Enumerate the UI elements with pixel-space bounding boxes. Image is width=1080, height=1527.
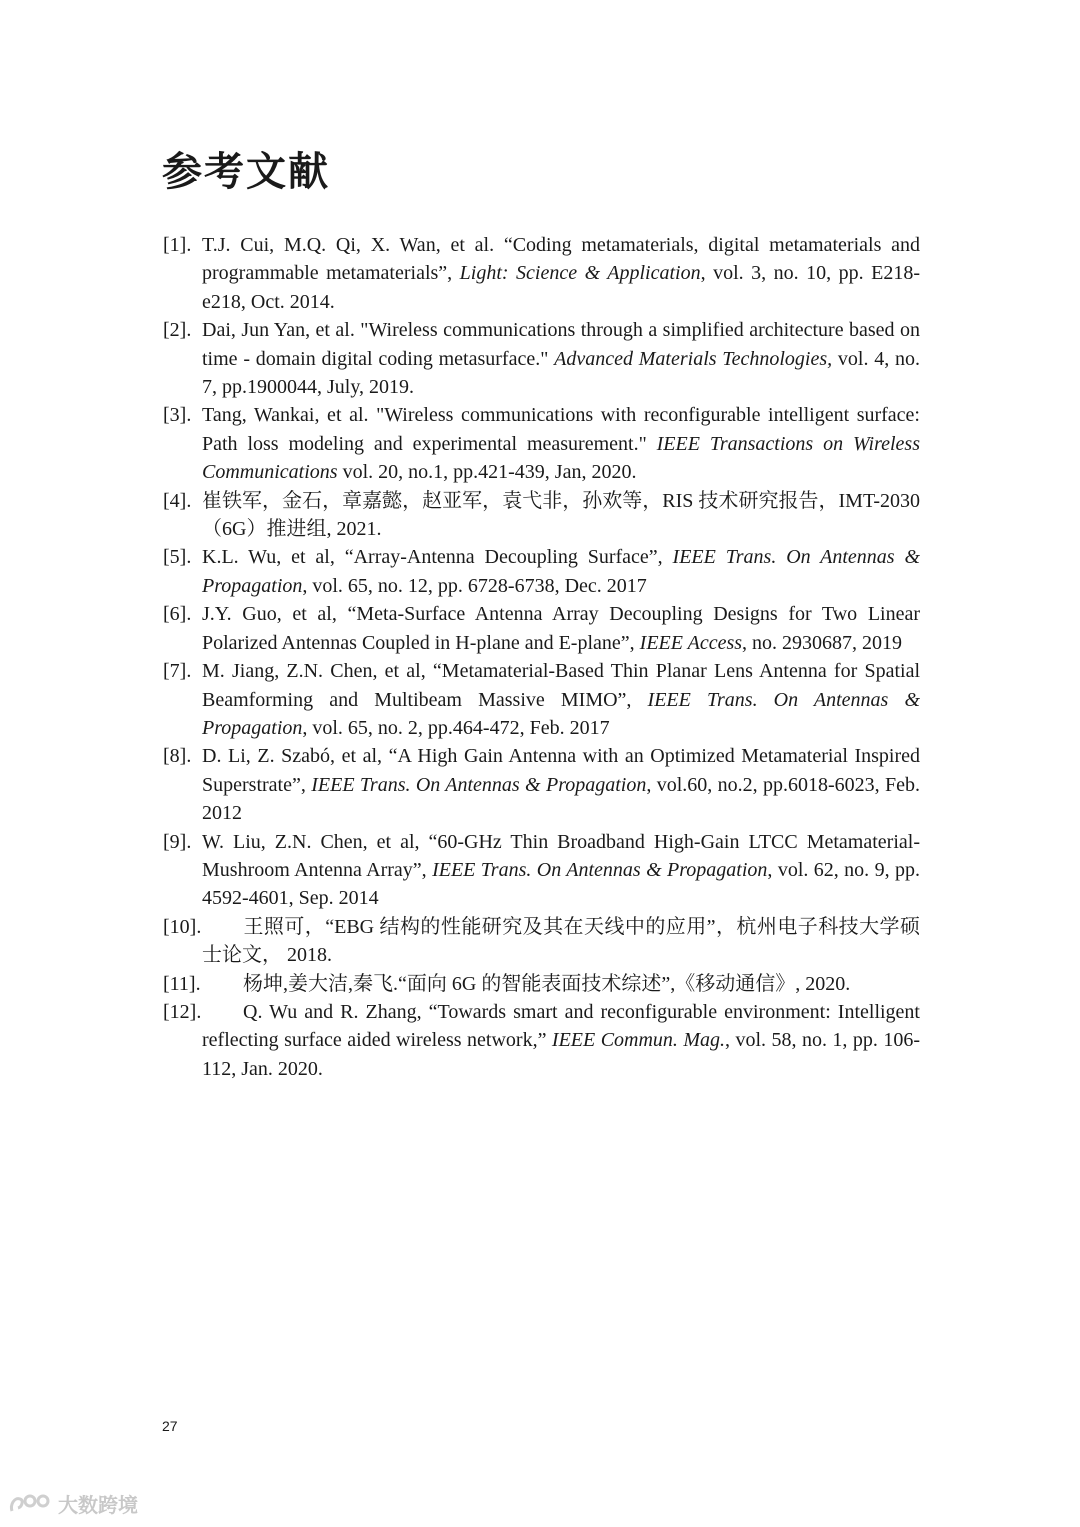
reference-text: , vol. 65, no. 2, pp.464-472, Feb. 2017 (302, 716, 610, 739)
reference-text: K.L. Wu, et al, “Array-Antenna Decoupling Surface”, (202, 546, 673, 569)
reference-item (163, 401, 920, 486)
reference-journal: IEEE Trans. On Antennas & Propagation (202, 688, 921, 739)
watermark (8, 1489, 138, 1518)
reference-item (163, 600, 920, 657)
page-number: 27 (162, 1418, 178, 1434)
reference-text: vol. 4, no. 7, pp.1900044, July, 2019. (202, 347, 920, 399)
reference-number: [11]. (163, 972, 201, 995)
reference-journal: IEEE Trans. On Antennas & Propagation (311, 773, 647, 796)
reference-item (163, 543, 920, 600)
reference-text: J.Y. Guo, et al, “Meta-Surface Antenna Array Decoupling Designs for Two Linear Polarized Antennas Coupled in H-plane and E-plane”, (202, 603, 920, 654)
reference-number: [8]. (163, 745, 192, 768)
reference-text: , vol.60, no.2, pp.6018-6023, Feb. 2012 (202, 773, 921, 825)
reference-text: 崔铁军，金石，章嘉懿，赵亚军，袁弋非，孙欢等，RIS 技术研究报告，IMT-2030（6G）推进组, 2021. (202, 489, 920, 541)
reference-text: , no. 2930687, 2019 (742, 631, 903, 654)
reference-item (163, 316, 920, 401)
reference-number: [1]. (163, 234, 192, 256)
reference-text: Q. Wu and R. Zhang, “Towards smart and reconfigurable environment: Intelligent reflecting surface aided wireless network,” (202, 1000, 920, 1052)
reference-item (163, 487, 920, 544)
reference-text: 杨坤,姜大洁,秦飞.“面向 6G 的智能表面技术综述”,《移动通信》, 2020. (243, 972, 851, 995)
reference-number: [2]. (163, 319, 192, 342)
reference-number: [9]. (163, 830, 192, 853)
reference-number: [4]. (163, 489, 192, 512)
reference-number: [5]. (163, 546, 192, 569)
reference-journal: IEEE Transactions on Wireless Communications (202, 432, 920, 484)
reference-text: , vol. 3, no. 10, pp. E218-e218, Oct. 2014. (202, 262, 920, 313)
reference-text: D. Li, Z. Szabó, et al, “A High Gain Antenna with an Optimized Metamaterial Inspired Superstrate”, (202, 745, 920, 796)
watermark-text: 大数跨境 (58, 1493, 138, 1517)
reference-item (163, 970, 920, 998)
reference-text: M. Jiang, Z.N. Chen, et al, “Metamaterial-Based Thin Planar Lens Antenna for Spatial Beamforming and Multibeam Massive MIMO”, (202, 660, 920, 711)
reference-journal: IEEE Trans. On Antennas & Propagation (432, 858, 768, 881)
reference-item (163, 913, 920, 970)
reference-number: [3]. (163, 404, 192, 427)
reference-text: vol. 20, no.1, pp.421-439, Jan, 2020. (337, 461, 637, 484)
reference-journal: IEEE Access (639, 631, 743, 654)
reference-text: Dai, Jun Yan, et al. "Wireless communications through a simplified architecture based on time - domain digital coding metasurface." (202, 319, 920, 370)
reference-number: [6]. (163, 603, 192, 626)
watermark-logo-icon (8, 1491, 52, 1517)
reference-number: [12]. (163, 1000, 202, 1023)
reference-item (163, 231, 920, 316)
reference-journal: IEEE Commun. Mag. (551, 1029, 726, 1052)
reference-journal: IEEE Trans. On Antennas & Propagation (202, 546, 921, 597)
reference-journal: Light: Science & Application (459, 262, 701, 285)
reference-text: , vol. 58, no. 1, pp. 106-112, Jan. 2020. (202, 1029, 921, 1080)
reference-item (163, 828, 920, 913)
reference-text: , vol. 62, no. 9, pp. 4592-4601, Sep. 2014 (202, 858, 920, 910)
reference-journal: Advanced Materials Technologies, (554, 347, 833, 370)
reference-item (163, 998, 920, 1083)
reference-text: W. Liu, Z.N. Chen, et al, “60-GHz Thin Broadband High-Gain LTCC Metamaterial-Mushroom Antenna Array”, (202, 830, 920, 881)
page-title: 参考文献 (162, 149, 330, 195)
reference-list (163, 231, 920, 1083)
reference-item (163, 657, 920, 742)
reference-text: 王照可，“EBG 结构的性能研究及其在天线中的应用”，杭州电子科技大学硕士论文， 2018. (202, 915, 920, 967)
reference-item (163, 742, 920, 827)
reference-number: [10]. (163, 915, 202, 938)
reference-text: , vol. 65, no. 12, pp. 6728-6738, Dec. 2017 (302, 574, 647, 597)
reference-text: Tang, Wankai, et al. "Wireless communications with reconfigurable intelligent surface: Path loss modeling and experimental measurement." (202, 404, 920, 455)
reference-text: T.J. Cui, M.Q. Qi, X. Wan, et al. “Coding metamaterials, digital metamaterials and programmable metamaterials”, (202, 234, 920, 285)
reference-number: [7]. (163, 660, 192, 683)
